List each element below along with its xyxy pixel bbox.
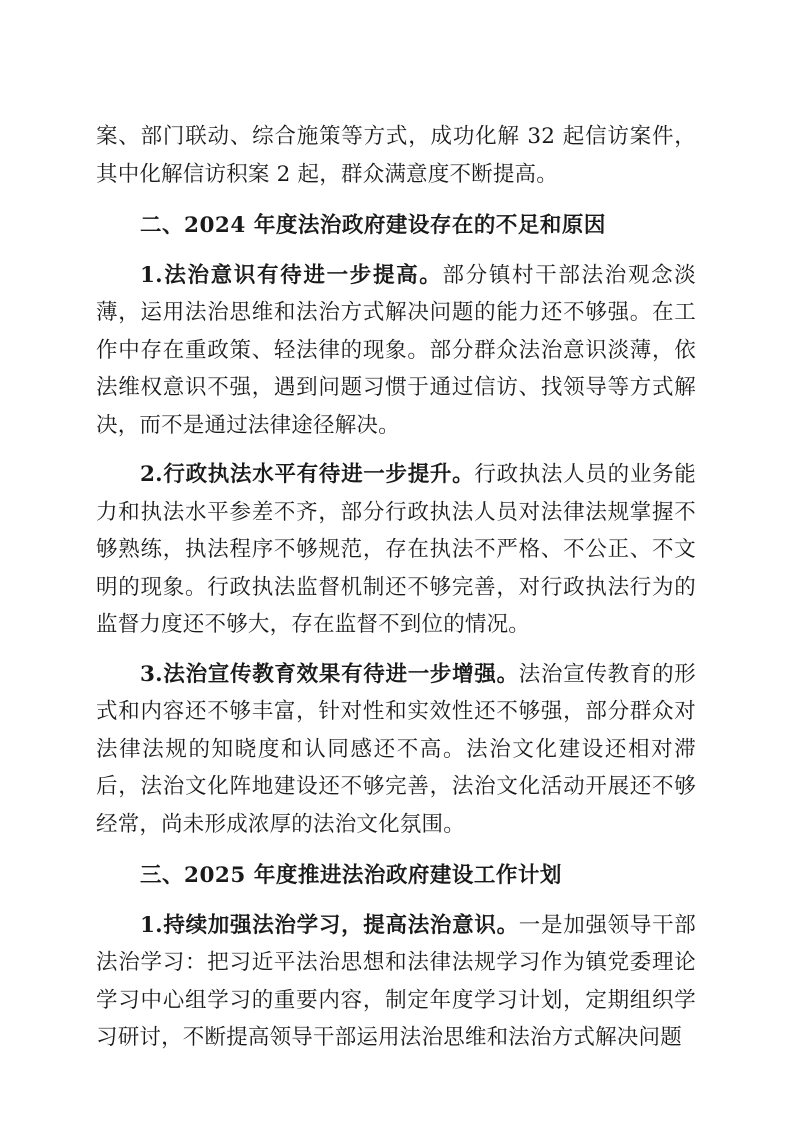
item-3-text: 法治宣传教育的形式和内容还不够丰富，针对性和实效性还不够强，部分群众对法律法规的知晓度和认同感还不高。法治文化建设还相对滞后，法治文化阵地建设还不够完善，法治文化活动开展还不够经常，尚未形成浓厚的法治文化氛围。 bbox=[96, 661, 696, 837]
continuation-paragraph-text: 案、部门联动、综合施策等方式，成功化解 32 起信访案件，其中化解信访积案 2 起，群众满意度不断提高。 bbox=[96, 124, 696, 187]
document-body bbox=[96, 118, 696, 1059]
plan-item-1-study bbox=[96, 907, 696, 1057]
item-1-legal-awareness bbox=[96, 257, 696, 445]
item-2-lead: 2.行政执法水平有待进一步提升。 bbox=[140, 462, 475, 487]
item-3-publicity-education bbox=[96, 656, 696, 844]
plan-item-1-lead: 1.持续加强法治学习，提高法治意识。 bbox=[140, 912, 519, 938]
continuation-paragraph bbox=[96, 118, 696, 193]
section-heading-two bbox=[96, 207, 696, 245]
item-3-lead: 3.法治宣传教育效果有待进一步增强。 bbox=[140, 661, 519, 687]
item-1-text: 部分镇村干部法治观念淡薄，运用法治思维和法治方式解决问题的能力还不够强。在工作中存在重政策、轻法律的现象。部分群众法治意识淡薄，依法维权意识不强，遇到问题习惯于通过信访、找领导等方式解决，而不是通过法律途径解决。 bbox=[96, 262, 697, 438]
section-heading-three-text: 三、2025 年度推进法治政府建设工作计划 bbox=[140, 863, 562, 888]
item-1-lead: 1.法治意识有待进一步提高。 bbox=[140, 262, 443, 288]
item-2-text: 行政执法人员的业务能力和执法水平参差不齐，部分行政执法人员对法律法规掌握不够熟练，执法程序不够规范，存在执法不严格、不公正、不文明的现象。行政执法监督机制还不够完善，对行政执法行为的监督力度还不够大，存在监督不到位的情况。 bbox=[96, 462, 696, 637]
section-heading-two-text: 二、2024 年度法治政府建设存在的不足和原因 bbox=[140, 213, 606, 238]
item-2-enforcement-level bbox=[96, 456, 696, 644]
section-heading-three bbox=[96, 857, 696, 895]
plan-item-1-text: 一是加强领导干部法治学习：把习近平法治思想和法律法规学习作为镇党委理论学习中心组学习的重要内容，制定年度学习计划，定期组织学习研讨，不断提高领导干部运用法治思维和法治方式解决问题 bbox=[96, 912, 696, 1050]
